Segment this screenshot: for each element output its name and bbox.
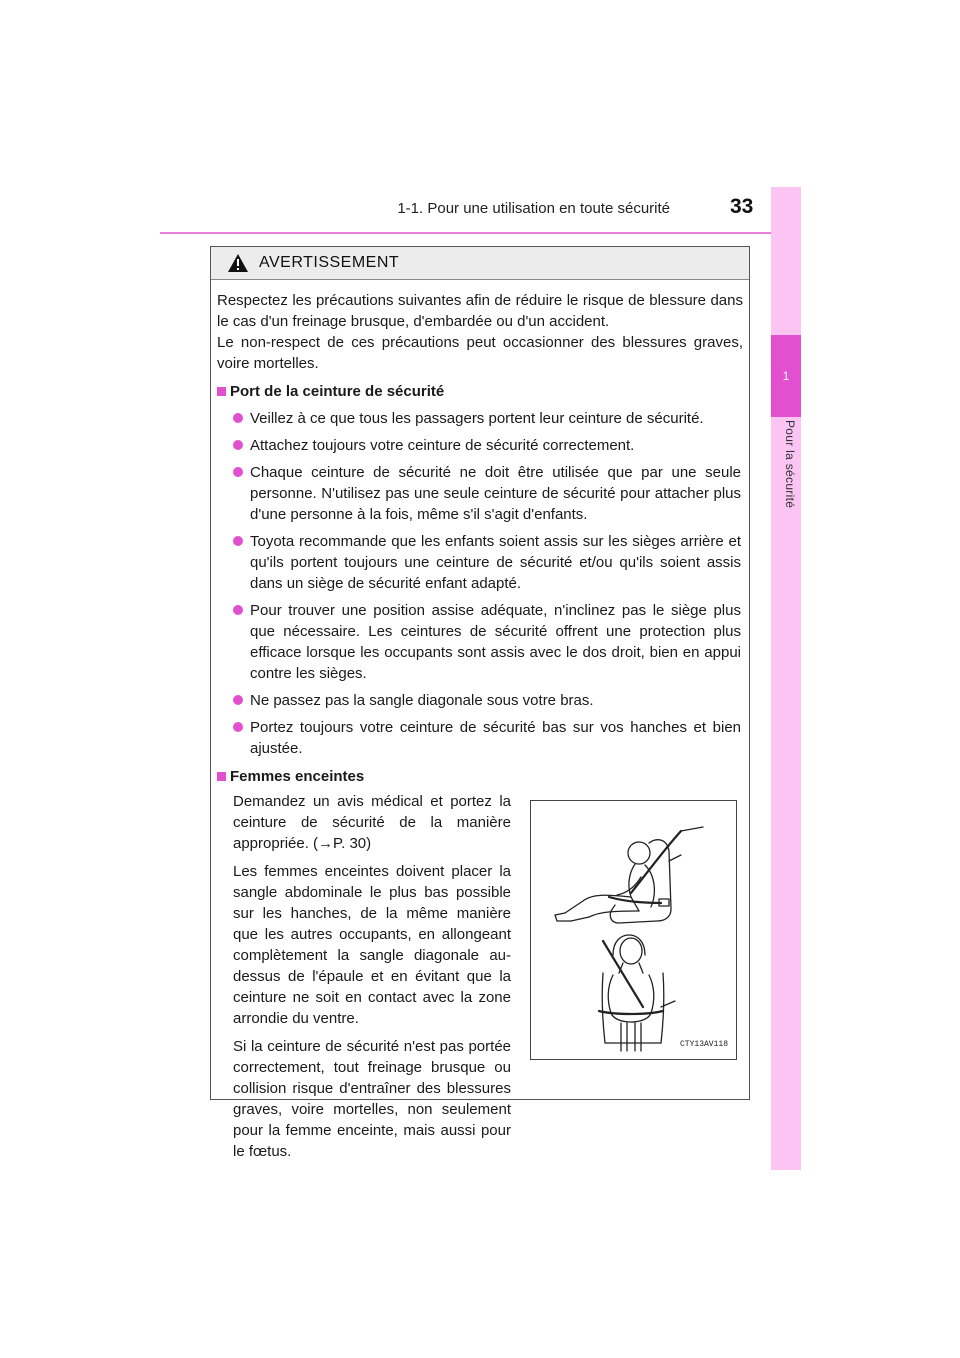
seatbelt-section <box>217 381 743 759</box>
circle-bullet-icon <box>233 467 243 477</box>
list-item <box>217 408 743 429</box>
warning-triangle-icon <box>227 253 249 273</box>
section-header-title: 1-1. Pour une utilisation en toute sécurité <box>397 200 670 217</box>
pregnant-section-title <box>217 766 743 787</box>
square-bullet-icon <box>217 772 226 781</box>
intro-paragraph: Le non-respect de ces précautions peut occasionner des blessures graves, voire mortelles. <box>217 334 743 372</box>
pregnant-section-title-text: Femmes enceintes <box>230 768 365 785</box>
seatbelt-figure-drawing <box>531 801 736 1059</box>
list-item-text: Attachez toujours votre ceinture de sécurité correctement. <box>250 437 635 454</box>
seatbelt-list <box>217 408 743 759</box>
circle-bullet-icon <box>233 536 243 546</box>
pregnant-paragraph: Les femmes enceintes doivent placer la sangle abdominale le plus bas possible sur les hanches, de la même manière que les autres occupants, en allongeant complètement la sangle diagonale au-dessus de l'épaule et en évitant que la ceinture ne soit en contact avec la zone arrondie du ventre. <box>233 863 511 1027</box>
header-divider <box>160 232 800 234</box>
list-item-text: Chaque ceinture de sécurité ne doit être utilisée que par une seule personne. N'utilisez pas une seule ceinture de sécurité pour attacher plus d'une personne à la fois, même s'il s'agit d'enfants. <box>250 464 741 523</box>
pregnant-paragraph: Demandez un avis médical et portez la ceinture de sécurité de la manière appropriée. (→P. 30) <box>233 793 511 852</box>
warning-box <box>210 246 750 1160</box>
list-item-text: Ne passez pas la sangle diagonale sous votre bras. <box>250 692 594 709</box>
page-number: 33 <box>730 195 754 218</box>
intro-paragraph: Respectez les précautions suivantes afin de réduire le risque de blessure dans le cas d'un freinage brusque, d'embardée ou d'un accident. <box>217 292 743 330</box>
square-bullet-icon <box>217 387 226 396</box>
list-item-text: Pour trouver une position assise adéquate, n'inclinez pas le siège plus que nécessaire. Les ceintures de sécurité offrent une protection plus efficace lorsque les occupants sont assis avec le dos droit, bien en appui contre les sièges. <box>250 602 741 682</box>
circle-bullet-icon <box>233 413 243 423</box>
list-item-text: Toyota recommande que les enfants soient assis sur les sièges arrière et qu'ils portent toujours une ceinture de sécurité et/ou qu'ils soient assis dans un siège de sécurité enfant adapté. <box>250 533 741 592</box>
warning-header <box>211 247 749 280</box>
list-item <box>217 690 743 711</box>
list-item <box>217 435 743 456</box>
pregnant-seatbelt-illustration <box>530 800 737 1060</box>
warning-title: AVERTISSEMENT <box>259 254 400 271</box>
chapter-number-tab: 1 <box>771 335 801 417</box>
illustration-code: CTY13AV118 <box>679 1040 728 1049</box>
list-item-text: Veillez à ce que tous les passagers portent leur ceinture de sécurité. <box>250 410 704 427</box>
list-item <box>217 462 743 525</box>
seatbelt-section-title-text: Port de la ceinture de sécurité <box>230 383 445 400</box>
warning-body <box>211 280 749 1162</box>
list-item <box>217 531 743 594</box>
list-item-text: Portez toujours votre ceinture de sécurité bas sur vos hanches et bien ajustée. <box>250 719 741 757</box>
pregnant-content <box>217 791 743 1162</box>
pregnant-paragraph: Si la ceinture de sécurité n'est pas portée correctement, tout freinage brusque ou collision risque d'entraîner des blessures graves, voire mortelles, non seulement pour la femme enceinte, mais aussi pour le fœtus. <box>233 1038 511 1160</box>
list-item <box>217 600 743 684</box>
seatbelt-section-title <box>217 381 743 402</box>
warning-intro <box>217 290 743 374</box>
circle-bullet-icon <box>233 605 243 615</box>
circle-bullet-icon <box>233 440 243 450</box>
chapter-label: Pour la sécurité <box>783 420 797 509</box>
circle-bullet-icon <box>233 722 243 732</box>
pregnant-section <box>217 766 743 1162</box>
pregnant-text <box>233 791 511 1162</box>
list-item <box>217 717 743 759</box>
circle-bullet-icon <box>233 695 243 705</box>
